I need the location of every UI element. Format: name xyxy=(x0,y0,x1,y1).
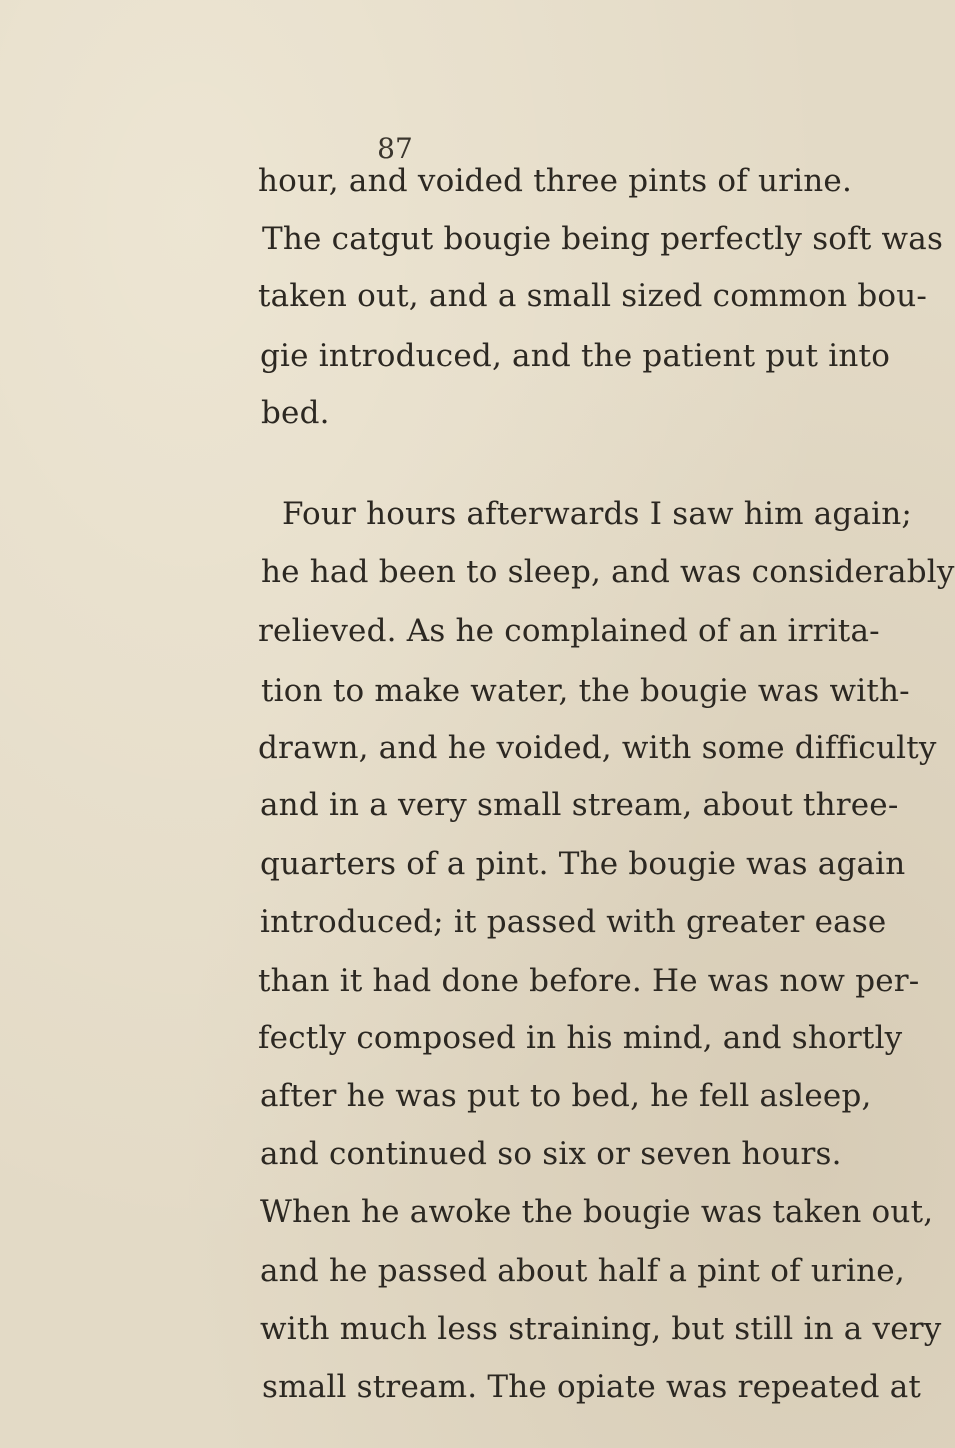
text-line-20: with much less straining, but still in a very xyxy=(260,1311,942,1347)
text-line-9: tion to make water, the bougie was with- xyxy=(261,673,910,709)
text-line-17: and continued so six or seven hours. xyxy=(260,1136,842,1172)
text-line-2: The catgut bougie being perfectly soft was xyxy=(262,221,944,257)
text-line-4: gie introduced, and the patient put into xyxy=(260,338,891,374)
text-line-11: and in a very small stream, about three- xyxy=(260,787,899,823)
text-line-10: drawn, and he voided, with some difficulty xyxy=(258,730,937,766)
page-number: 87 xyxy=(377,132,413,165)
text-line-12: quarters of a pint. The bougie was again xyxy=(260,846,906,882)
text-line-14: than it had done before. He was now per- xyxy=(258,963,920,999)
text-line-13: introduced; it passed with greater ease xyxy=(260,904,887,940)
text-line-19: and he passed about half a pint of urine, xyxy=(260,1253,905,1289)
text-line-18: When he awoke the bougie was taken out, xyxy=(260,1194,934,1230)
text-line-15: fectly composed in his mind, and shortly xyxy=(258,1020,903,1056)
text-line-3: taken out, and a small sized common bou- xyxy=(258,278,928,314)
text-line-1: hour, and voided three pints of urine. xyxy=(258,163,853,199)
text-line-21: small stream. The opiate was repeated at xyxy=(262,1369,922,1405)
text-line-16: after he was put to bed, he fell asleep, xyxy=(260,1078,872,1114)
text-line-7: he had been to sleep, and was considerably xyxy=(261,554,955,590)
text-line-5: bed. xyxy=(261,395,330,431)
text-line-8: relieved. As he complained of an irrita- xyxy=(258,613,880,649)
text-line-6: Four hours afterwards I saw him again; xyxy=(282,496,913,532)
